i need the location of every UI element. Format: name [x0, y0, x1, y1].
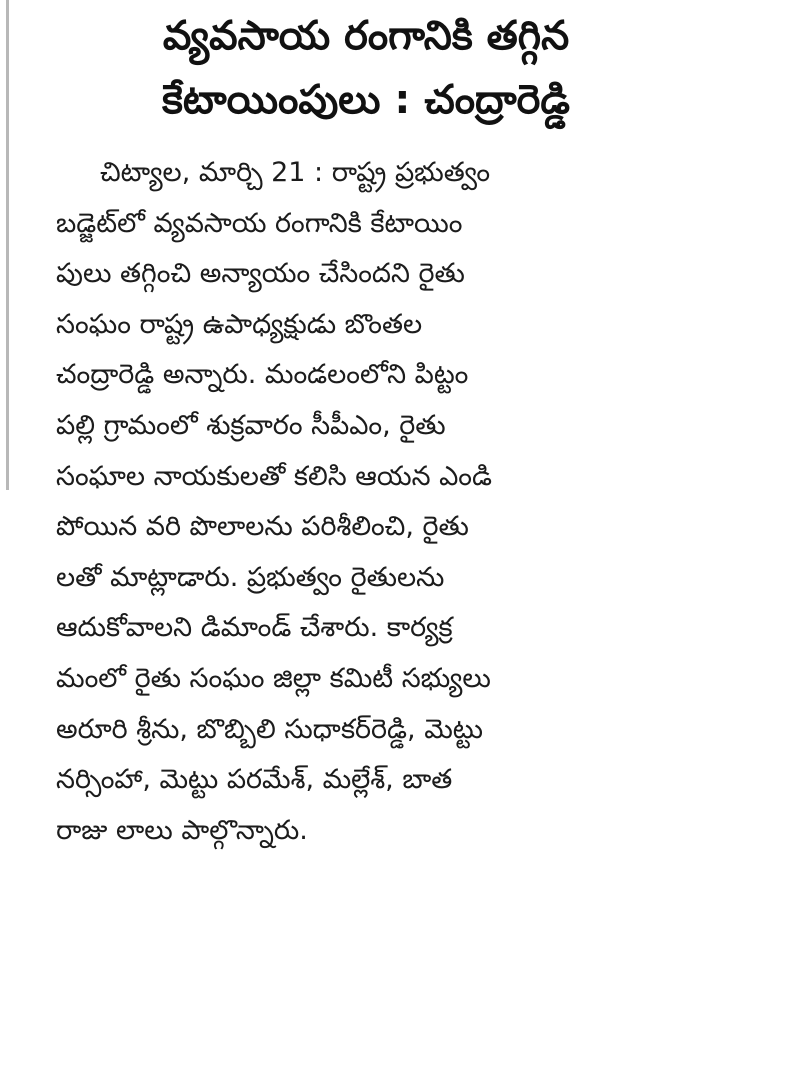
body-line: సంఘం రాష్ట్ర ఉపాధ్యక్షుడు బొంతల	[56, 308, 423, 340]
body-line: పులు తగ్గించి అన్యాయం చేసిందని రైతు	[56, 258, 465, 290]
body-line: బడ్జెట్‌లో వ్యవసాయ రంగానికి కేటాయిం	[56, 207, 463, 239]
body-line: చిట్యాల, మార్చి 21 : రాష్ట్ర ప్రభుత్వం	[100, 157, 491, 188]
body-line: అరూరి శ్రీను, బొబ్బిలి సుధాకర్‌రెడ్డి, మెట్టు	[56, 713, 483, 745]
body-line: నర్సింహా, మెట్టు పరమేశ్, మల్లేశ్, బాత	[56, 764, 453, 796]
news-article	[56, 0, 676, 856]
body-line: చంద్రారెడ్డి అన్నారు. మండలంలోని పిట్టం	[56, 359, 469, 391]
column-divider	[6, 0, 9, 490]
body-line: మంలో రైతు సంఘం జిల్లా కమిటీ సభ్యులు	[56, 662, 491, 694]
body-line: ఆదుకోవాలని డిమాండ్ చేశారు. కార్యక్ర	[56, 612, 453, 644]
article-body	[56, 148, 676, 856]
body-line: లతో మాట్లాడారు. ప్రభుత్వం రైతులను	[56, 561, 445, 593]
body-line: పోయిన వరి పొలాలను పరిశీలించి, రైతు	[56, 511, 469, 543]
body-line: పల్లి గ్రామంలో శుక్రవారం సీపీఎం, రైతు	[56, 409, 446, 441]
headline-line-2: కేటాయింపులు : చంద్రారెడ్డి	[162, 77, 570, 123]
body-line: సంఘాల నాయకులతో కలిసి ఆయన ఎండి	[56, 460, 492, 492]
headline-line-1: వ్యవసాయ రంగానికి తగ్గిన	[162, 13, 570, 59]
article-headline	[56, 0, 676, 132]
body-line: రాజు లాలు పాల్గొన్నారు.	[56, 814, 308, 846]
